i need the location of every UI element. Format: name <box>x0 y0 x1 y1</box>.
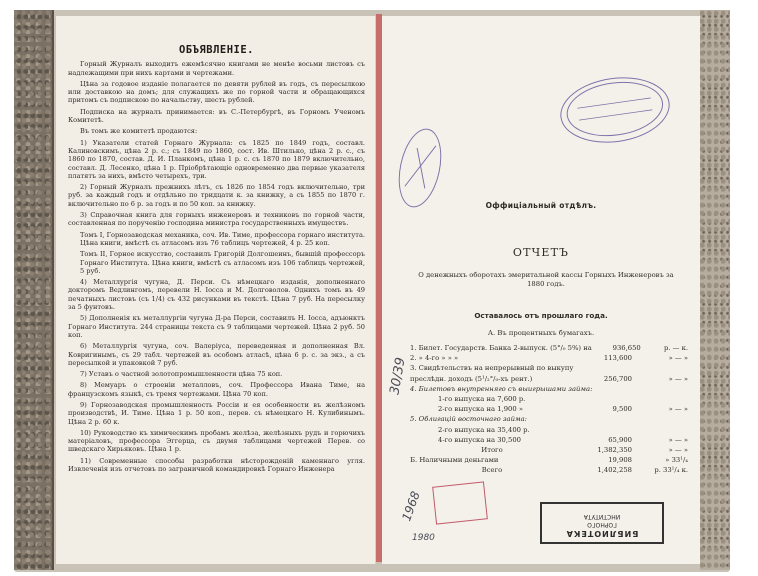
row-amount: » 33¹/₄ <box>665 456 688 465</box>
marbled-cover-right <box>700 10 730 570</box>
pencil-note: 1968 <box>399 489 423 523</box>
table-row <box>410 456 688 466</box>
marbled-cover-left <box>14 10 54 570</box>
row-amount: » — » <box>668 354 688 363</box>
row-label: Б. Наличными деньгами <box>410 456 499 465</box>
table-row <box>410 385 688 395</box>
row-amount: » — » <box>668 445 688 454</box>
row-label: 2. » 4-го » » » <box>410 354 459 363</box>
row-amount: 256,700 <box>603 374 632 383</box>
row-amount: р. 33¹/₄ к. <box>654 466 688 475</box>
row-amount: 113,600 <box>603 354 632 363</box>
row-label: Итого <box>481 445 503 454</box>
left-page <box>56 16 376 564</box>
row-label: Всего <box>481 466 503 475</box>
list-item: 10) Руководство къ химическимъ пробамъ желѣза, желѣзныхъ рудъ и горючихъ матеріаловъ, профессора Эггерца, съ двумя таблицами чертежей Перев. со шведскаго Хирьяковъ. Цѣна 1 р. <box>68 428 365 454</box>
list-item: 4) Металлургія чугуна, Д. Перси. Съ нѣмецкаго изданія, дополненнаго докторомъ Ведлингомъ, перевели Н. Іосса и М. Долговолов. Однихъ томъ въ 49 печатныхъ листовъ (съ 1/4) съ 432 рисунками въ текстѣ. Цѣна 7 руб. На пересылку за 5 фунтовъ. <box>68 278 365 312</box>
list-item: 1) Указатели статей Горнаго Журнала: съ 1825 по 1849 годъ, составл. Калиновскимъ, цѣна 2 р. с.; съ 1849 по 1860, сост. Ив. Штилько, цѣна 2 р. с., съ 1860 по 1870, состав. Д. И. Планкомъ, цѣна 1 р. с. съ 1870 по 1879 включительно, составл. Д. Лесенко, цѣна 1 р. Пріобрѣтающіе одновременно два первые указателя платятъ за нихъ, вмѣсто четырехъ, три. <box>68 138 365 180</box>
table-row <box>410 405 688 415</box>
announcement <box>56 16 375 473</box>
list-item: Томъ II, Горное искусство, составилъ Григорій Долгошеинъ, бывшій профессоръ Горнаго Института. Цѣна книги, вмѣстѣ съ атласомъ изъ 106 таблицъ чертежей, 5 руб. <box>80 250 365 275</box>
oval-stamp-icon <box>393 126 446 210</box>
table-row <box>410 364 688 374</box>
row-label: 2-го выпуска на 1,900 » <box>438 405 523 414</box>
department-heading: Оффиціальный отдѣлъ. <box>485 201 597 210</box>
row-label: 4-го выпуска на 30,500 <box>438 435 521 444</box>
row-amount: » — » <box>668 405 688 414</box>
table-row <box>410 375 688 385</box>
row-amount: » — » <box>668 374 688 383</box>
report-description: О денежныхъ оборотахъ эмеритальной кассы Горныхъ Инженеровъ за 1880 годъ. <box>418 271 674 288</box>
pencil-note: 1980 <box>412 533 435 543</box>
table-row <box>410 446 688 456</box>
journal-intro: Горный Журналъ выходитъ ежемѣсячно книгами не менѣе восьми листовъ съ надлежащими при нихъ картами и чертежами. <box>68 60 365 77</box>
row-amount: р. — к. <box>663 344 688 352</box>
journal-subscription: Подписка на журналъ принимается: въ С.-Петербургѣ, въ Горномъ Ученомъ Комитетѣ. <box>68 107 365 125</box>
table-row <box>410 426 688 436</box>
list-item: Томъ I, Горнозаводская механика, соч. Ив. Тиме, профессора горнаго института. Цѣна книги, вмѣстѣ съ атласомъ изъ 76 таблицъ чертежей, 4 р. 25 коп. <box>80 230 365 247</box>
table-row <box>410 344 688 354</box>
row-label: 3. Свидѣтельствъ на непрерывный по выкупу <box>410 364 574 373</box>
row-amount: » — » <box>668 435 688 444</box>
red-date-stamp <box>432 481 488 524</box>
row-amount: 1,382,350 <box>597 445 632 454</box>
list-item: 9) Горнозаводская промышленность Россіи и ея особенности въ желѣзномъ производствѣ, И. Тиме. Цѣна 1 р. 50 коп., перев. съ нѣмецкаго Н. Кулибинымъ. Цѣна 2 р. 60 к. <box>68 400 365 426</box>
row-label: 2-го выпуска на 35,400 р. <box>438 425 530 434</box>
list-item: 3) Справочная книга для горныхъ инженеровъ и техниковъ по горной части, составленная по порученію господина министра государственныхъ имуществъ. <box>68 211 365 228</box>
list-item: 7) Уставъ о частной золотопромышленности цѣна 75 коп. <box>80 370 283 379</box>
journal-price: Цѣна за годовое изданіе полагается по девяти рублей въ годъ, съ пересылкою или доставкою на домъ; для служащихъ же по горной части и обращающихся притомъ съ подпискою по начальству, шесть рублей. <box>68 79 365 105</box>
list-item: 6) Металлургія чугуна, соч. Валеріуса, переведенная и дополненная Вл. Ковригинымъ, съ 29 табл. чертежей въ особомъ атласѣ, цѣна 6 р. с. за экз., а съ пересылкой и упаковкой 7 руб. <box>68 342 365 367</box>
row-label: 1. Билет. Государств. Банка 2-выпуск. (5°/₀ 5%) на <box>410 344 592 352</box>
announcement-title: ОБЪЯВЛЕНІЕ. <box>178 44 255 56</box>
pencil-note: 30/39 <box>387 356 409 396</box>
archive-oval-stamp-icon <box>392 125 448 212</box>
row-amount: 1,402,258 <box>597 466 632 475</box>
right-page <box>382 16 700 564</box>
list-item: 11) Современные способы разработки нѣсторожденій каменнаго угля. Извлеченія изъ отчетовъ по заграничной командировкѣ Горнаго Инженера <box>68 456 365 474</box>
list-item: 2) Горный Журналъ прежнихъ лѣтъ, съ 1826 по 1854 годъ включительно, три руб. за каждый годъ и отдѣльно по тридцати к. за книжку, а съ 1855 по 1870 г. включительно по 6 р. за годъ и по 50 коп. за книжку. <box>68 183 365 208</box>
oval-stamp-icon <box>558 72 671 146</box>
list-item: 5) Дополненія къ металлургіи чугуна Д-ра Перси, составилъ Н. Іосса, адъюнктъ Горнаго Института. 244 страницы текста съ 9 таблицами чертежей. Цѣна 2 руб. 50 коп. <box>68 314 365 339</box>
table-row <box>410 354 688 364</box>
sold-intro: Въ томъ же комитетѣ продаются: <box>80 127 198 136</box>
table-row <box>410 436 688 446</box>
library-oval-stamp-icon <box>556 71 674 150</box>
section-a-heading: А. Въ процентныхъ бумагахъ. <box>487 329 595 337</box>
table-row <box>410 466 688 476</box>
table-row <box>410 415 688 425</box>
row-label: 4. Билетовъ внутренняго съ выигрышами займа: <box>410 384 593 393</box>
library-rect-stamp <box>540 502 664 544</box>
stamp-text: ИНСТИТУТА <box>583 513 621 520</box>
row-label: 1-го выпуска на 7,600 р. <box>438 394 526 403</box>
row-label: 5. Облигацій восточнаго займа: <box>410 415 527 424</box>
stamp-text: БИБЛИОТЕКА <box>565 529 639 538</box>
stamp-text: ГОРНОГО <box>587 521 617 529</box>
remainder-heading: Оставалось отъ прошлаго года. <box>474 311 608 320</box>
row-amount: 9,500 <box>612 405 632 414</box>
table-row <box>410 395 688 405</box>
row-amount: 936,650 <box>612 344 641 352</box>
row-amount: 65,900 <box>608 435 632 444</box>
report-title: ОТЧЕТЪ <box>512 246 570 259</box>
row-label: преслѣдн. доходъ (5¹/₂°/₀-хъ рент.) <box>410 374 533 383</box>
list-item: 8) Мемуаръ о строеніи металловъ, соч. Профессора Ивана Тиме, на французскомъ языкѣ, съ тремя чертежами. Цѣна 70 коп. <box>68 381 365 398</box>
ledger-table <box>410 344 688 476</box>
row-amount: 19,908 <box>608 456 632 465</box>
